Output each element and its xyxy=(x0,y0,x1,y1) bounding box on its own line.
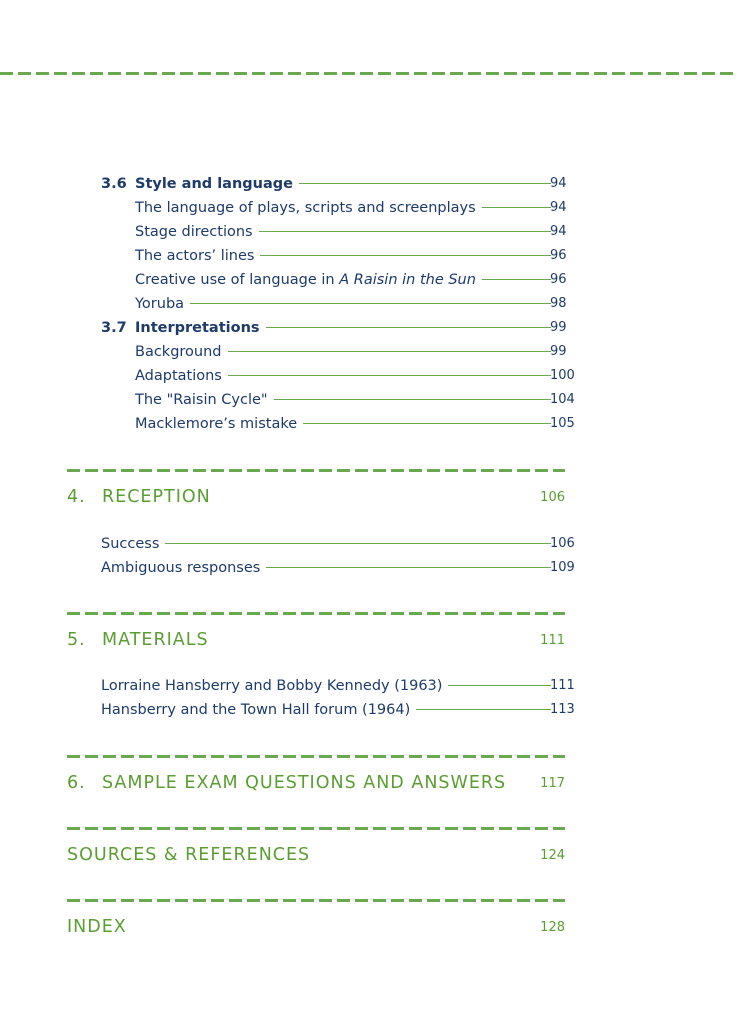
toc-entry-title: Success xyxy=(101,536,160,552)
toc-entry-title: Style and language xyxy=(135,176,293,192)
toc-entry-title xyxy=(135,272,476,288)
leader-line xyxy=(266,567,551,568)
toc-entry[interactable] xyxy=(0,224,737,246)
section-page: 117 xyxy=(540,776,565,791)
toc-entry[interactable] xyxy=(0,416,737,438)
toc-section-sources[interactable] xyxy=(67,845,565,871)
leader-line xyxy=(259,231,551,232)
toc-entry[interactable] xyxy=(0,678,737,700)
leader-line xyxy=(299,183,551,184)
toc-entry[interactable] xyxy=(0,536,737,558)
toc-entry-title: Ambiguous responses xyxy=(101,560,261,576)
toc-entry-page: 106 xyxy=(550,536,575,551)
leader-line xyxy=(448,685,551,686)
toc-section-index[interactable] xyxy=(67,917,565,943)
toc-entry-title: Yoruba xyxy=(135,296,185,312)
toc-entry-3-6[interactable] xyxy=(0,176,737,198)
toc-entry-title: Lorraine Hansberry and Bobby Kennedy (1963) xyxy=(101,678,443,694)
section-title: MATERIALS xyxy=(102,630,209,650)
leader-line xyxy=(303,423,551,424)
toc-entry-number: 3.7 xyxy=(101,320,127,336)
toc-entry-title: Hansberry and the Town Hall forum (1964) xyxy=(101,702,411,718)
toc-entry-title-prefix: Creative use of language in xyxy=(135,272,340,288)
section-page: 106 xyxy=(540,490,565,505)
section-number: 5. xyxy=(67,630,86,650)
toc-entry-title: Macklemore’s mistake xyxy=(135,416,298,432)
toc-entry-page: 98 xyxy=(550,296,567,311)
leader-line xyxy=(416,709,551,710)
toc-entry-title: The "Raisin Cycle" xyxy=(135,392,268,408)
section-page: 128 xyxy=(540,920,565,935)
toc-entry-page: 99 xyxy=(550,320,567,335)
section-title: SOURCES & REFERENCES xyxy=(67,845,311,865)
toc-entry[interactable] xyxy=(0,392,737,414)
toc-section-6[interactable] xyxy=(67,773,565,799)
leader-line xyxy=(165,543,551,544)
section-number: 6. xyxy=(67,773,86,793)
toc-section-5[interactable] xyxy=(67,630,565,656)
top-dashed-rule xyxy=(0,72,737,75)
toc-entry-page: 96 xyxy=(550,248,567,263)
toc-entry-page: 109 xyxy=(550,560,575,575)
section-title: INDEX xyxy=(67,917,127,937)
leader-line xyxy=(482,279,551,280)
section-title: RECEPTION xyxy=(102,487,211,507)
toc-entry-title-italic: A Raisin in the Sun xyxy=(339,272,476,288)
toc-entry-page: 104 xyxy=(550,392,575,407)
toc-entry[interactable] xyxy=(0,344,737,366)
leader-line xyxy=(228,351,551,352)
toc-entry-number: 3.6 xyxy=(101,176,127,192)
section-page: 111 xyxy=(540,633,565,648)
toc-entry[interactable] xyxy=(0,560,737,582)
leader-line xyxy=(482,207,551,208)
leader-line xyxy=(228,375,551,376)
leader-line xyxy=(260,255,551,256)
toc-entry-page: 94 xyxy=(550,176,567,191)
toc-entry[interactable] xyxy=(0,272,737,294)
toc-entry-title: The language of plays, scripts and screenplays xyxy=(135,200,476,216)
section-divider xyxy=(67,612,565,615)
toc-entry[interactable] xyxy=(0,200,737,222)
toc-entry-title: Stage directions xyxy=(135,224,253,240)
toc-entry-title: Interpretations xyxy=(135,320,260,336)
toc-entry-page: 100 xyxy=(550,368,575,383)
section-number: 4. xyxy=(67,487,86,507)
toc-entry-3-7[interactable] xyxy=(0,320,737,342)
toc-entry-page: 94 xyxy=(550,224,567,239)
toc-entry-title: Adaptations xyxy=(135,368,222,384)
toc-entry-title: The actors’ lines xyxy=(135,248,255,264)
toc-entry[interactable] xyxy=(0,368,737,390)
toc-entry[interactable] xyxy=(0,248,737,270)
toc-section-4[interactable] xyxy=(67,487,565,513)
leader-line xyxy=(266,327,551,328)
toc-entry-page: 94 xyxy=(550,200,567,215)
toc-entry-page: 111 xyxy=(550,678,575,693)
section-page: 124 xyxy=(540,848,565,863)
section-divider xyxy=(67,899,565,902)
section-divider xyxy=(67,755,565,758)
toc-entry-title: Background xyxy=(135,344,222,360)
toc-entry[interactable] xyxy=(0,296,737,318)
toc-entry-page: 96 xyxy=(550,272,567,287)
toc-entry-page: 113 xyxy=(550,702,575,717)
leader-line xyxy=(190,303,551,304)
section-title: SAMPLE EXAM QUESTIONS AND ANSWERS xyxy=(102,773,507,793)
section-divider xyxy=(67,827,565,830)
toc-entry-page: 105 xyxy=(550,416,575,431)
toc-entry[interactable] xyxy=(0,702,737,724)
leader-line xyxy=(274,399,551,400)
section-divider xyxy=(67,469,565,472)
toc-entry-page: 99 xyxy=(550,344,567,359)
